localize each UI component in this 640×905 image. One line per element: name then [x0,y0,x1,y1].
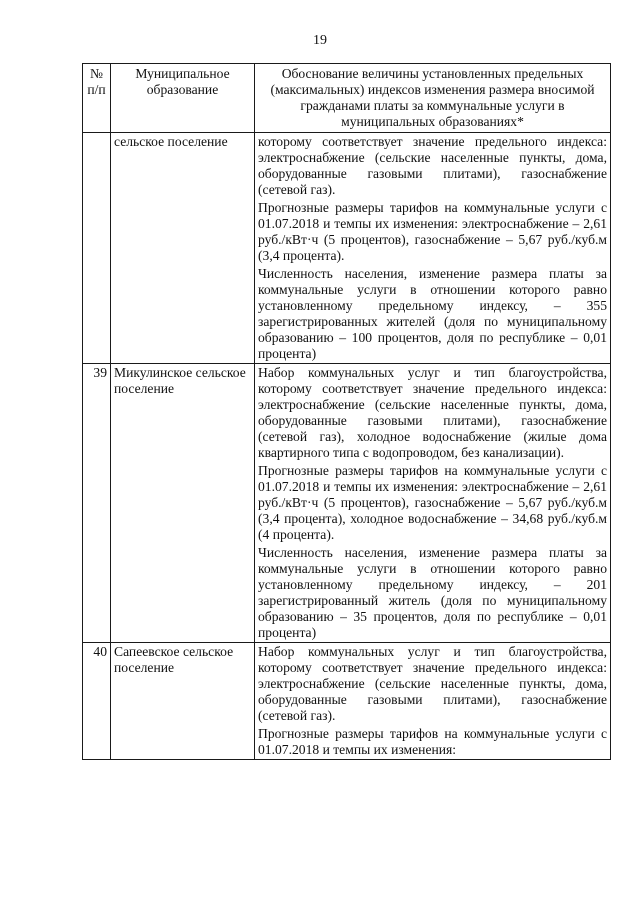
row-municipality: сельское поселение [111,133,255,364]
row-justification [255,643,611,760]
page-number: 19 [313,33,327,48]
justification-paragraph: которому соответствует значение предельного индекса: электроснабжение (сельские населенные пункты, дома, оборудованные газовыми плитами), газоснабжение (сетевой газ). [258,134,607,197]
row-municipality: Сапеевское сельское поселение [111,643,255,760]
header-number: № п/п [83,64,111,133]
header-municipality: Муниципальное образование [111,64,255,133]
justification-paragraph: Численность населения, изменение размера платы за коммунальные услуги в отношении которого равно установленному предельному индексу, – 355 зарегистрированных жителей (доля по муниципальному образованию – 100 процентов, доля по республике – 0,01 процента) [258,266,607,361]
row-number: 39 [83,364,111,643]
header-justification: Обоснование величины установленных предельных (максимальных) индексов изменения размера вносимой гражданами платы за коммунальные услуги в муниципальных образованиях* [255,64,611,133]
justification-paragraph: Набор коммунальных услуг и тип благоустройства, которому соответствует значение предельного индекса: электроснабжение (сельские населенные пункты, дома, оборудованные газовыми плитами), газоснабжение (сетевой газ). [258,644,607,723]
row-justification [255,364,611,643]
justification-paragraph: Прогнозные размеры тарифов на коммунальные услуги с 01.07.2018 и темпы их изменения: электроснабжение – 2,61 руб./кВт·ч (5 процентов), газоснабжение – 5,67 руб./куб.м (3,4 процента). [258,200,607,263]
row-number [83,133,111,364]
table-row [83,643,611,760]
row-number: 40 [83,643,111,760]
justification-paragraph: Прогнозные размеры тарифов на коммунальные услуги с 01.07.2018 и темпы их изменения: [258,726,607,757]
justification-paragraph: Набор коммунальных услуг и тип благоустройства, которому соответствует значение предельного индекса: электроснабжение (сельские населенные пункты, дома, оборудованные газовыми плитами), газоснабжение (сетевой газ), холодное водоснабжение (жилые дома квартирного типа с водопроводом, без канализации). [258,365,607,460]
table-header-row [83,64,611,133]
row-justification [255,133,611,364]
justification-paragraph: Прогнозные размеры тарифов на коммунальные услуги с 01.07.2018 и темпы их изменения: электроснабжение – 2,61 руб./кВт·ч (5 процентов), газоснабжение – 5,67 руб./куб.м (3,4 процента), холодное водоснабжение – 34,68 руб./куб.м (4 процента). [258,463,607,542]
justification-table [82,63,611,760]
justification-paragraph: Численность населения, изменение размера платы за коммунальные услуги в отношении которого равно установленному предельному индексу, – 201 зарегистрированный житель (доля по муниципальному образованию – 35 процентов, доля по республике – 0,01 процента) [258,545,607,640]
row-municipality: Микулинское сельское поселение [111,364,255,643]
table-row [83,133,611,364]
table-row [83,364,611,643]
